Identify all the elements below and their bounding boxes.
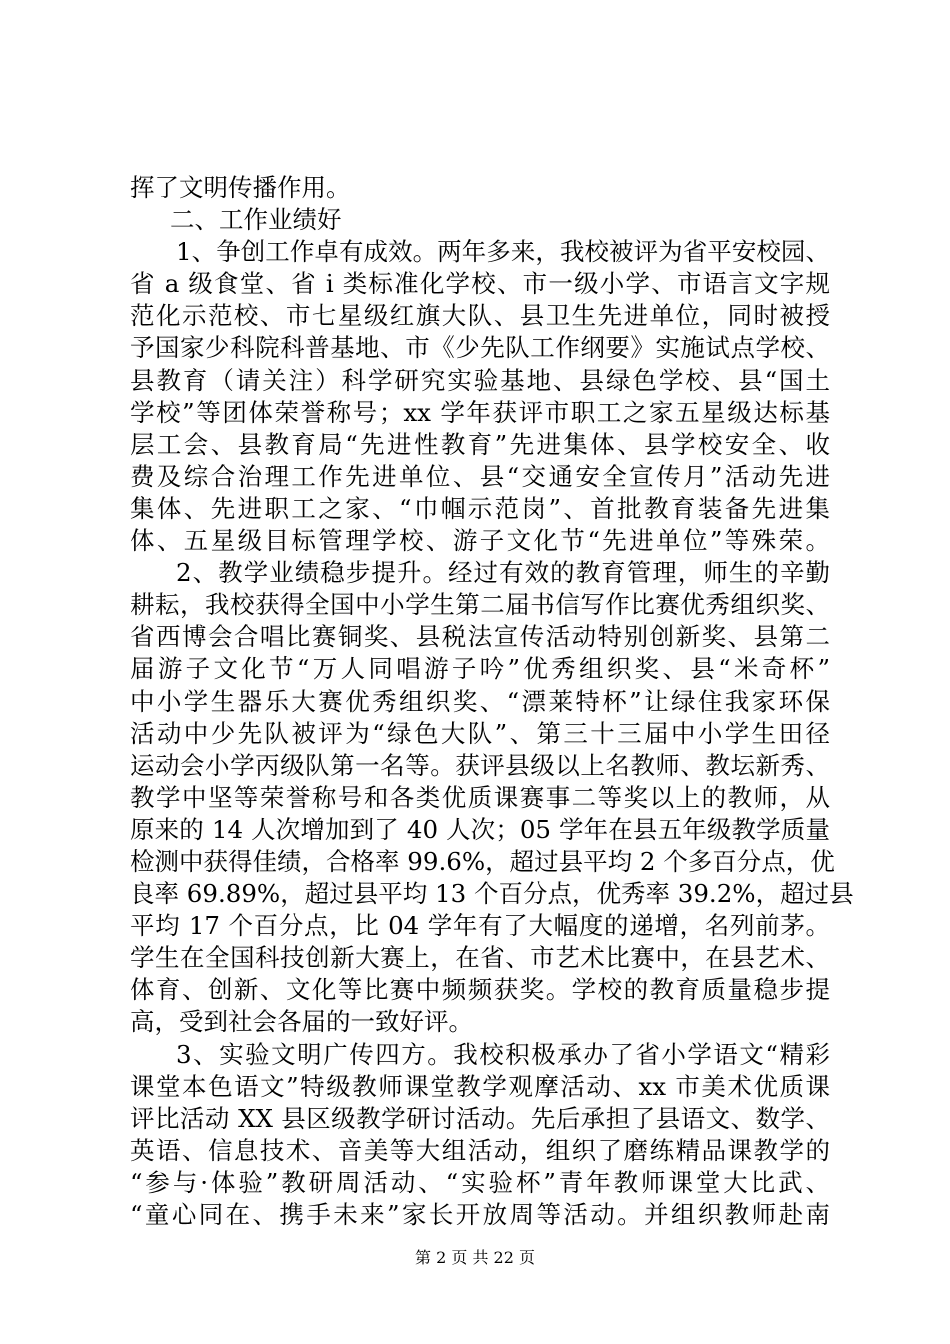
text-line: 省西博会合唱比赛铜奖、县税法宣传活动特别创新奖、县第二: [130, 622, 830, 652]
text-line: 平均 17 个百分点，比 04 学年有了大幅度的递增，名列前茅。: [130, 911, 830, 941]
text-line: 活动中少先队被评为“绿色大队”、第三十三届中小学生田径: [130, 718, 830, 748]
text-line: 高，受到社会各届的一致好评。: [130, 1007, 473, 1037]
text-line: 良率 69.89%，超过县平均 13 个百分点，优秀率 39.2%，超过县: [130, 879, 854, 909]
page-number-footer: 第 2 页 共 22 页: [415, 1248, 535, 1267]
text-line: 体、五星级目标管理学校、游子文化节“先进单位”等殊荣。: [130, 526, 830, 556]
text-line: 县教育（请关注）科学研究实验基地、县绿色学校、县“国土: [130, 365, 830, 395]
text-line: 予国家少科院科普基地、市《少先队工作纲要》实施试点学校、: [130, 333, 830, 363]
text-line: 学校”等团体荣誉称号；xx 学年获评市职工之家五星级达标基: [130, 397, 830, 427]
text-line: 挥了文明传播作用。: [130, 173, 351, 202]
text-line: 集体、先进职工之家、“巾帼示范岗”、首批教育装备先进集: [130, 493, 830, 523]
text-line: 届游子文化节“万人同唱游子吟”优秀组织奖、县“米奇杯”: [130, 654, 830, 684]
text-line: 课堂本色语文”特级教师课堂教学观摩活动、xx 市美术优质课: [130, 1071, 830, 1101]
text-line: 2、教学业绩稳步提升。经过有效的教育管理，师生的辛勤: [176, 558, 830, 588]
text-line: 范化示范校、市七星级红旗大队、县卫生先进单位，同时被授: [130, 301, 830, 331]
text-line: 检测中获得佳绩，合格率 99.6%，超过县平均 2 个多百分点，优: [130, 846, 835, 876]
text-line: 费及综合治理工作先进单位、县“交通安全宣传月”活动先进: [130, 461, 830, 491]
text-line: 层工会、县教育局“先进性教育”先进集体、县学校安全、收: [130, 429, 830, 459]
body-text: [130, 172, 854, 1231]
text-line: 评比活动 XX 县区级教学研讨活动。先后承担了县语文、数学、: [130, 1103, 830, 1133]
text-line: “童心同在、携手未来”家长开放周等活动。并组织教师赴南: [130, 1200, 830, 1229]
text-line: “参与·体验”教研周活动、“实验杯”青年教师课堂大比武、: [130, 1167, 830, 1197]
text-line: 3、实验文明广传四方。我校积极承办了省小学语文“精彩: [176, 1039, 830, 1069]
text-line: 省 a 级食堂、省 i 类标准化学校、市一级小学、市语言文字规: [130, 269, 830, 299]
section-heading: 二、工作业绩好: [170, 205, 342, 235]
text-line: 学生在全国科技创新大赛上，在省、市艺术比赛中，在县艺术、: [130, 943, 830, 973]
text-line: 原来的 14 人次增加到了 40 人次；05 学年在县五年级教学质量: [130, 814, 830, 844]
text-line: 1、争创工作卓有成效。两年多来，我校被评为省平安校园、: [176, 237, 830, 267]
text-line: 体育、创新、文化等比赛中频频获奖。学校的教育质量稳步提: [130, 975, 830, 1005]
text-line: 英语、信息技术、音美等大组活动，组织了磨练精品课教学的: [130, 1135, 830, 1165]
text-line: 耕耘，我校获得全国中小学生第二届书信写作比赛优秀组织奖、: [130, 590, 830, 620]
text-line: 中小学生器乐大赛优秀组织奖、“漂莱特杯”让绿住我家环保: [130, 686, 830, 716]
text-line: 运动会小学丙级队第一名等。获评县级以上名教师、教坛新秀、: [130, 750, 830, 780]
text-line: 教学中坚等荣誉称号和各类优质课赛事二等奖以上的教师，从: [130, 782, 830, 812]
